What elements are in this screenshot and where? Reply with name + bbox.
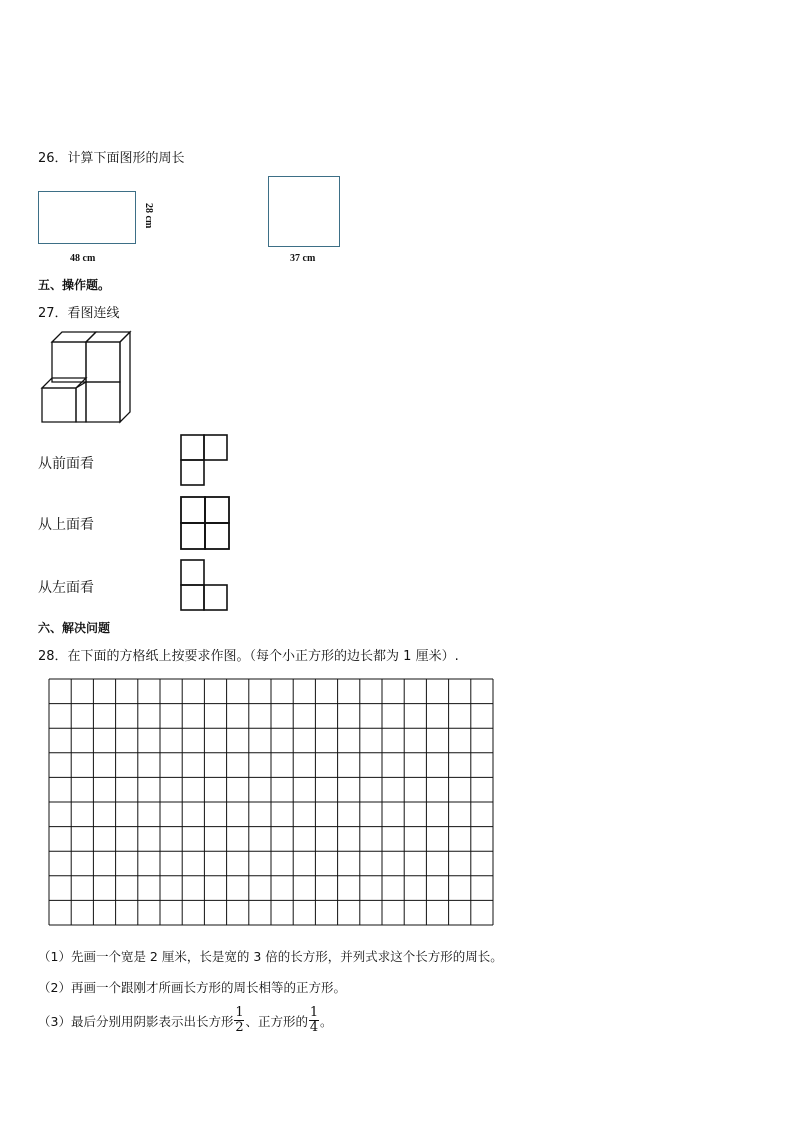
rectangle-figure — [38, 191, 136, 244]
fraction-one-quarter — [309, 1006, 319, 1035]
fraction-numerator: 1 — [235, 1005, 244, 1020]
view-diagram-c — [179, 558, 229, 612]
rectangle-height-label: 28 cm — [143, 203, 154, 229]
q28-sub3-text-c: 。 — [319, 1013, 333, 1029]
square-figure — [268, 176, 340, 247]
q28-sub2: （2）再画一个跟刚才所画长方形的周长相等的正方形。 — [38, 980, 346, 995]
fraction-denominator: 2 — [235, 1020, 244, 1035]
fraction-numerator: 1 — [309, 1005, 319, 1020]
view-diagram-a — [179, 433, 229, 487]
rectangle-width-label: 48 cm — [70, 253, 96, 264]
view-label-left: 从左面看 — [38, 580, 94, 596]
square-side-label: 37 cm — [290, 253, 316, 264]
q28-title: 28．在下面的方格纸上按要求作图。（每个小正方形的边长都为 1 厘米）. — [38, 649, 459, 664]
q28-sub3 — [38, 1006, 333, 1035]
q28-sub3-text-a: （3）最后分别用阴影表示出长方形 — [38, 1013, 234, 1029]
square-grid-paper[interactable] — [48, 678, 496, 928]
fraction-one-half — [234, 1006, 244, 1035]
q27-title: 27．看图连线 — [38, 306, 120, 321]
fraction-denominator: 4 — [309, 1020, 319, 1035]
view-diagram-b — [179, 495, 231, 551]
section6-title: 六、解决问题 — [38, 621, 111, 635]
q28-sub1: （1）先画一个宽是 2 厘米，长是宽的 3 倍的长方形，并列式求这个长方形的周长。 — [38, 949, 503, 964]
q26-title: 26．计算下面图形的周长 — [38, 151, 185, 166]
view-label-top: 从上面看 — [38, 517, 94, 533]
q28-sub3-text-b: 、正方形的 — [245, 1013, 308, 1029]
cube-solid-figure — [38, 328, 134, 428]
section5-title: 五、操作题。 — [38, 278, 111, 292]
view-label-front: 从前面看 — [38, 456, 94, 472]
